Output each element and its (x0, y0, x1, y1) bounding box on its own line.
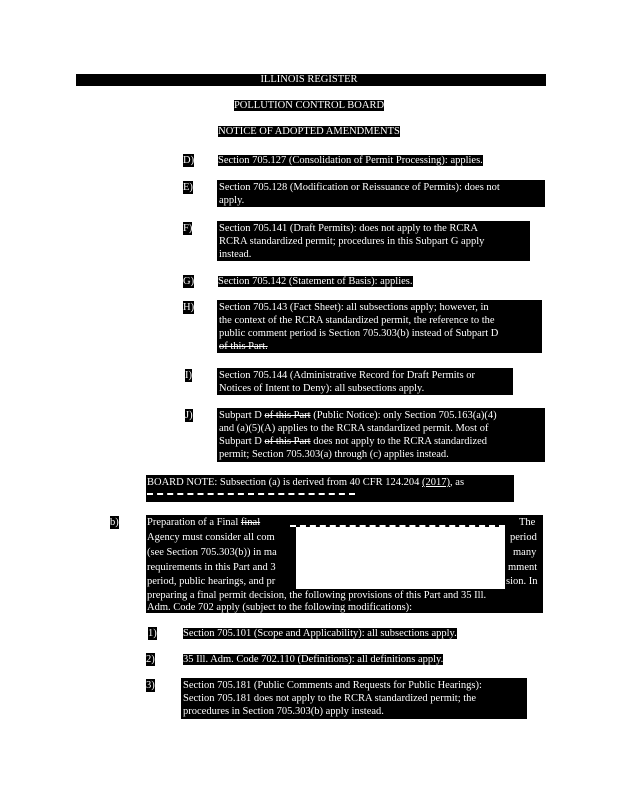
board-note-line-1: BOARD NOTE: Subsection (a) is derived from 40 CFR 124.204 (2017), as (147, 477, 465, 488)
section-b-line-5b: sion. In (506, 576, 538, 587)
item-f-line-1: Section 705.141 (Draft Permits): does not apply to the RCRA (219, 223, 478, 234)
sub-item-3-line-2: Section 705.181 does not apply to the RCRA standardized permit; the (183, 693, 477, 704)
item-i-line-1: Section 705.144 (Administrative Record for Draft Permits or (219, 370, 476, 381)
item-f-line-3: instead. (219, 249, 252, 260)
sub-item-2-line-1: 35 Ill. Adm. Code 702.110 (Definitions): all definitions apply. (183, 654, 444, 665)
item-mark-g: G) (183, 276, 195, 287)
board-title: POLLUTION CONTROL BOARD (233, 100, 385, 111)
white-redaction-box (296, 527, 505, 589)
section-mark-b: b) (110, 517, 119, 528)
item-mark-j: J) (185, 410, 193, 421)
register-title: ILLINOIS REGISTER (260, 74, 358, 85)
section-b-line-1-tail: The (519, 517, 536, 528)
section-b-line-4a: requirements in this Part and 3 (147, 562, 276, 573)
section-b-line-1: Preparation of a Final final (147, 517, 261, 528)
section-b-line-3a: (see Section 705.303(b)) in ma (147, 547, 277, 558)
sub-item-3-line-1: Section 705.181 (Public Comments and Requests for Public Hearings): (183, 680, 482, 691)
item-h-line-3: public comment period is Section 705.303(b) instead of Subpart D (219, 328, 499, 339)
item-e-line-1: Section 705.128 (Modification or Reissuance of Permits): does not (219, 182, 500, 193)
item-mark-d: D) (183, 155, 195, 166)
section-b-line-4b: mment (508, 562, 538, 573)
section-b-line-6: preparing a final permit decision, the following provisions of this Part and 35 Ill. (147, 590, 487, 601)
section-b-line-3b: many (513, 547, 537, 558)
item-j-line-4: permit; Section 705.303(a) through (c) applies instead. (219, 449, 449, 460)
sub-item-mark-2: 2) (146, 654, 155, 665)
item-e-line-2: apply. (219, 195, 245, 206)
section-b-line-5a: period, public hearings, and pr (147, 576, 276, 587)
section-b-line-7: Adm. Code 702 apply (subject to the following modifications): (147, 602, 413, 613)
item-mark-f: F) (183, 223, 193, 234)
notice-title: NOTICE OF ADOPTED AMENDMENTS (218, 126, 400, 137)
item-j-line-3: Subpart D of this Part does not apply to the RCRA standardized (219, 436, 488, 447)
sub-item-mark-3: 3) (146, 680, 155, 691)
item-h-line-1: Section 705.143 (Fact Sheet): all subsections apply; however, in (219, 302, 489, 313)
item-f-line-2: RCRA standardized permit; procedures in this Subpart G apply (219, 236, 485, 247)
item-mark-h: H) (183, 302, 195, 313)
item-d-line-1: Section 705.127 (Consolidation of Permit Processing): applies. (218, 155, 483, 166)
item-h-line-2: the context of the RCRA standardized permit, the reference to the (219, 315, 495, 326)
item-mark-i: I) (185, 370, 192, 381)
item-h-line-4: of this Part. (219, 341, 268, 352)
sub-item-mark-1: 1) (148, 628, 157, 639)
item-mark-e: E) (183, 182, 193, 193)
item-i-line-2: Notices of Intent to Deny): all subsections apply. (219, 383, 425, 394)
item-g-line-1: Section 705.142 (Statement of Basis): applies. (218, 276, 413, 287)
sub-item-3-line-3: procedures in Section 705.303(b) apply instead. (183, 706, 384, 717)
section-b-line-2a: Agency must consider all com (147, 532, 275, 543)
sub-item-1-line-1: Section 705.101 (Scope and Applicability): all subsections apply. (183, 628, 457, 639)
board-note-line-2-garbled (147, 493, 355, 498)
item-j-line-2: and (a)(5)(A) applies to the RCRA standardized permit. Most of (219, 423, 489, 434)
item-j-line-1: Subpart D of this Part (Public Notice): only Section 705.163(a)(4) (219, 410, 497, 421)
section-b-line-2b: period (510, 532, 537, 543)
